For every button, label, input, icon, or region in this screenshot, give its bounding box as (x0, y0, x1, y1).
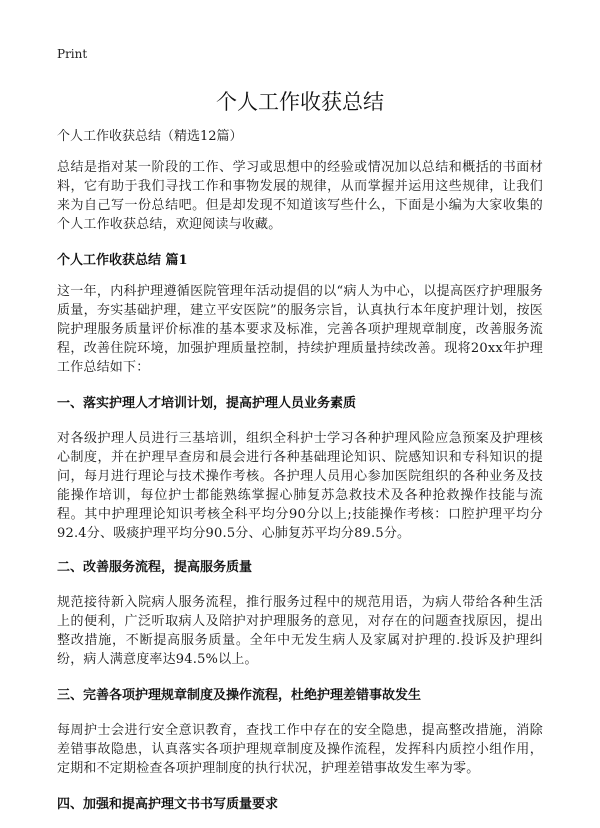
document-subtitle: 个人工作收获总结（精选12篇） (57, 129, 243, 144)
intro-paragraph: 总结是指对某一阶段的工作、学习或思想中的经验或情况加以总结和概括的书面材料，它有助于我们寻找工作和事物发展的规律，从而掌握并运用这些规律，让我们来为自己写一份总结吧。但是却发现不知道该写些什么，下面是小编为大家收集的个人工作收获总结，欢迎阅读与收藏。 (57, 160, 543, 232)
article-heading: 个人工作收获总结 篇1 (57, 253, 188, 268)
article-paragraph: 这一年，内科护理遵循医院管理年活动提倡的以“病人为中心，以提高医疗护理服务质量，夯实基础护理，建立平安医院”的服务宗旨，认真执行本年度护理计划，按医院护理服务质量评价标准的基本要求及标准，完善各项护理规章制度，改善服务流程，改善住院环境，加强护理质量控制，持续护理质量持续改善。现将20xx年护理工作总结如下： (57, 284, 543, 375)
section-paragraph: 规范接待新入院病人服务流程，推行服务过程中的规范用语，为病人带给各种生活上的便利，广泛听取病人及陪护对护理服务的意见，对存在的问题查找原因，提出整改措施，不断提高服务质量。全年中无发生病人及家属对护理的.投诉及护理纠纷，病人满意度率达94.5%以上。 (57, 595, 543, 667)
section-heading: 三、完善各项护理规章制度及操作流程，杜绝护理差错事故发生 (57, 688, 422, 703)
section-heading: 一、落实护理人才培训计划，提高护理人员业务素质 (57, 396, 357, 411)
section-heading: 四、加强和提高护理文书书写质量要求 (57, 797, 279, 812)
section-paragraph: 对各级护理人员进行三基培训，组织全科护士学习各种护理风险应急预案及护理核心制度，并在护理早查房和晨会进行各种基础理论知识、院感知识和专科知识的提问，每月进行理论与技术操作考核。各护理人员用心参加医院组织的各种业务及技能操作培训，每位护士都能熟练掌握心肺复苏急救技术及各种抢救操作技能与流程。其中护理理论知识考核全科平均分90分以上;技能操作考核：口腔护理平均分92.4分、吸痰护理平均分90.5分、心肺复苏平均分89.5分。 (57, 431, 543, 541)
section-heading: 二、改善服务流程，提高服务质量 (57, 560, 253, 575)
print-link[interactable]: Print (57, 47, 88, 61)
section-paragraph: 每周护士会进行安全意识教育，查找工作中存在的安全隐患，提高整改措施，消除差错事故隐患，认真落实各项护理规章制度及操作流程，发挥科内质控小组作用，定期和不定期检查各项护理制度的执行状况，护理差错事故发生率为零。 (57, 723, 543, 776)
page-title: 个人工作收获总结 (216, 90, 384, 114)
